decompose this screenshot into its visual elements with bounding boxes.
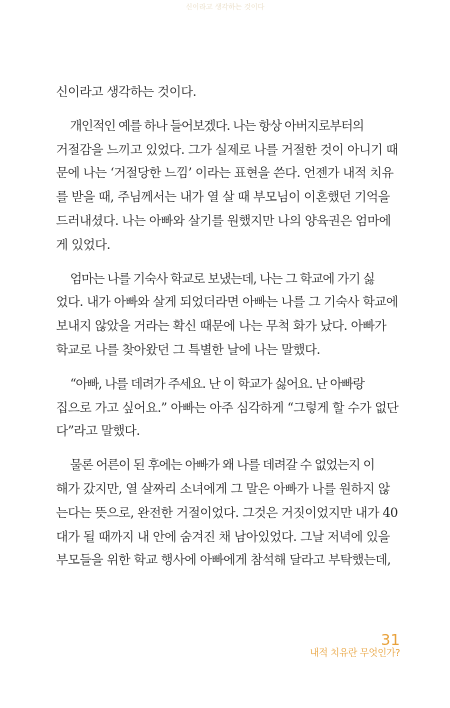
body-text bbox=[56, 80, 404, 582]
text-line: 물론 어른이 된 후에는 아빠가 왜 나를 데려갈 수 없었는지 이 bbox=[70, 457, 375, 473]
page-number: 31 bbox=[380, 631, 400, 649]
text-line: 부모들을 위한 학교 행사에 아빠에게 참석해 달라고 부탁했는데, bbox=[56, 552, 391, 568]
text-line: 대가 될 때까지 내 안에 숨겨진 채 남아있었다. 그날 저녁에 있을 bbox=[56, 528, 390, 544]
text-line: 거절감을 느끼고 있었다. 그가 실제로 나를 거절한 것이 아니기 때 bbox=[56, 141, 398, 157]
text-line: “아빠, 나를 데려가 주세요. 난 이 학교가 싫어요. 난 아빠랑 bbox=[70, 375, 365, 391]
running-head: 신이라고 생각하는 것이다 bbox=[185, 3, 265, 11]
text-line: 게 있었다. bbox=[56, 236, 111, 252]
text-line: 엄마는 나를 기숙사 학교로 보냈는데, 나는 그 학교에 가기 싫 bbox=[70, 270, 375, 286]
paragraph bbox=[56, 80, 404, 104]
paragraph bbox=[56, 267, 404, 362]
text-line: 를 받을 때, 주님께서는 내가 열 살 때 부모님이 이혼했던 기억을 bbox=[56, 189, 390, 205]
text-line: 보내지 않았을 거라는 확신 때문에 나는 무척 화가 났다. 아빠가 bbox=[56, 318, 387, 334]
text-line: 었다. 내가 아빠와 살게 되었더라면 아빠는 나를 그 기숙사 학교에 bbox=[56, 294, 398, 310]
chapter-title: 내적 치유란 무엇인가? bbox=[309, 648, 400, 659]
paragraph bbox=[56, 372, 404, 443]
text-line: 는다는 뜻으로, 완전한 거절이었다. 그것은 거짓이었지만 내가 40 bbox=[56, 504, 398, 520]
paragraph bbox=[56, 114, 404, 257]
text-line: 학교로 나를 찾아왔던 그 특별한 날에 나는 말했다. bbox=[56, 341, 321, 357]
text-line: 다”라고 말했다. bbox=[56, 423, 140, 439]
text-line: 개인적인 예를 하나 들어보겠다. 나는 항상 아버지로부터의 bbox=[70, 117, 364, 133]
text-line: 드러내셨다. 나는 아빠와 살기를 원했지만 나의 양육권은 엄마에 bbox=[56, 212, 391, 228]
folio bbox=[310, 632, 400, 660]
text-line: 해가 갔지만, 열 살짜리 소녀에게 그 말은 아빠가 나를 원하지 않 bbox=[56, 480, 390, 496]
paragraph bbox=[56, 453, 404, 572]
text-line: 문에 나는 ‘거절당한 느낌’ 이라는 표현을 쓴다. 언젠가 내적 치유 bbox=[56, 165, 394, 181]
text-line: 신이라고 생각하는 것이다. bbox=[56, 84, 197, 99]
text-line: 집으로 가고 싶어요.” 아빠는 아주 심각하게 “그렇게 할 수가 없단 bbox=[56, 399, 399, 415]
